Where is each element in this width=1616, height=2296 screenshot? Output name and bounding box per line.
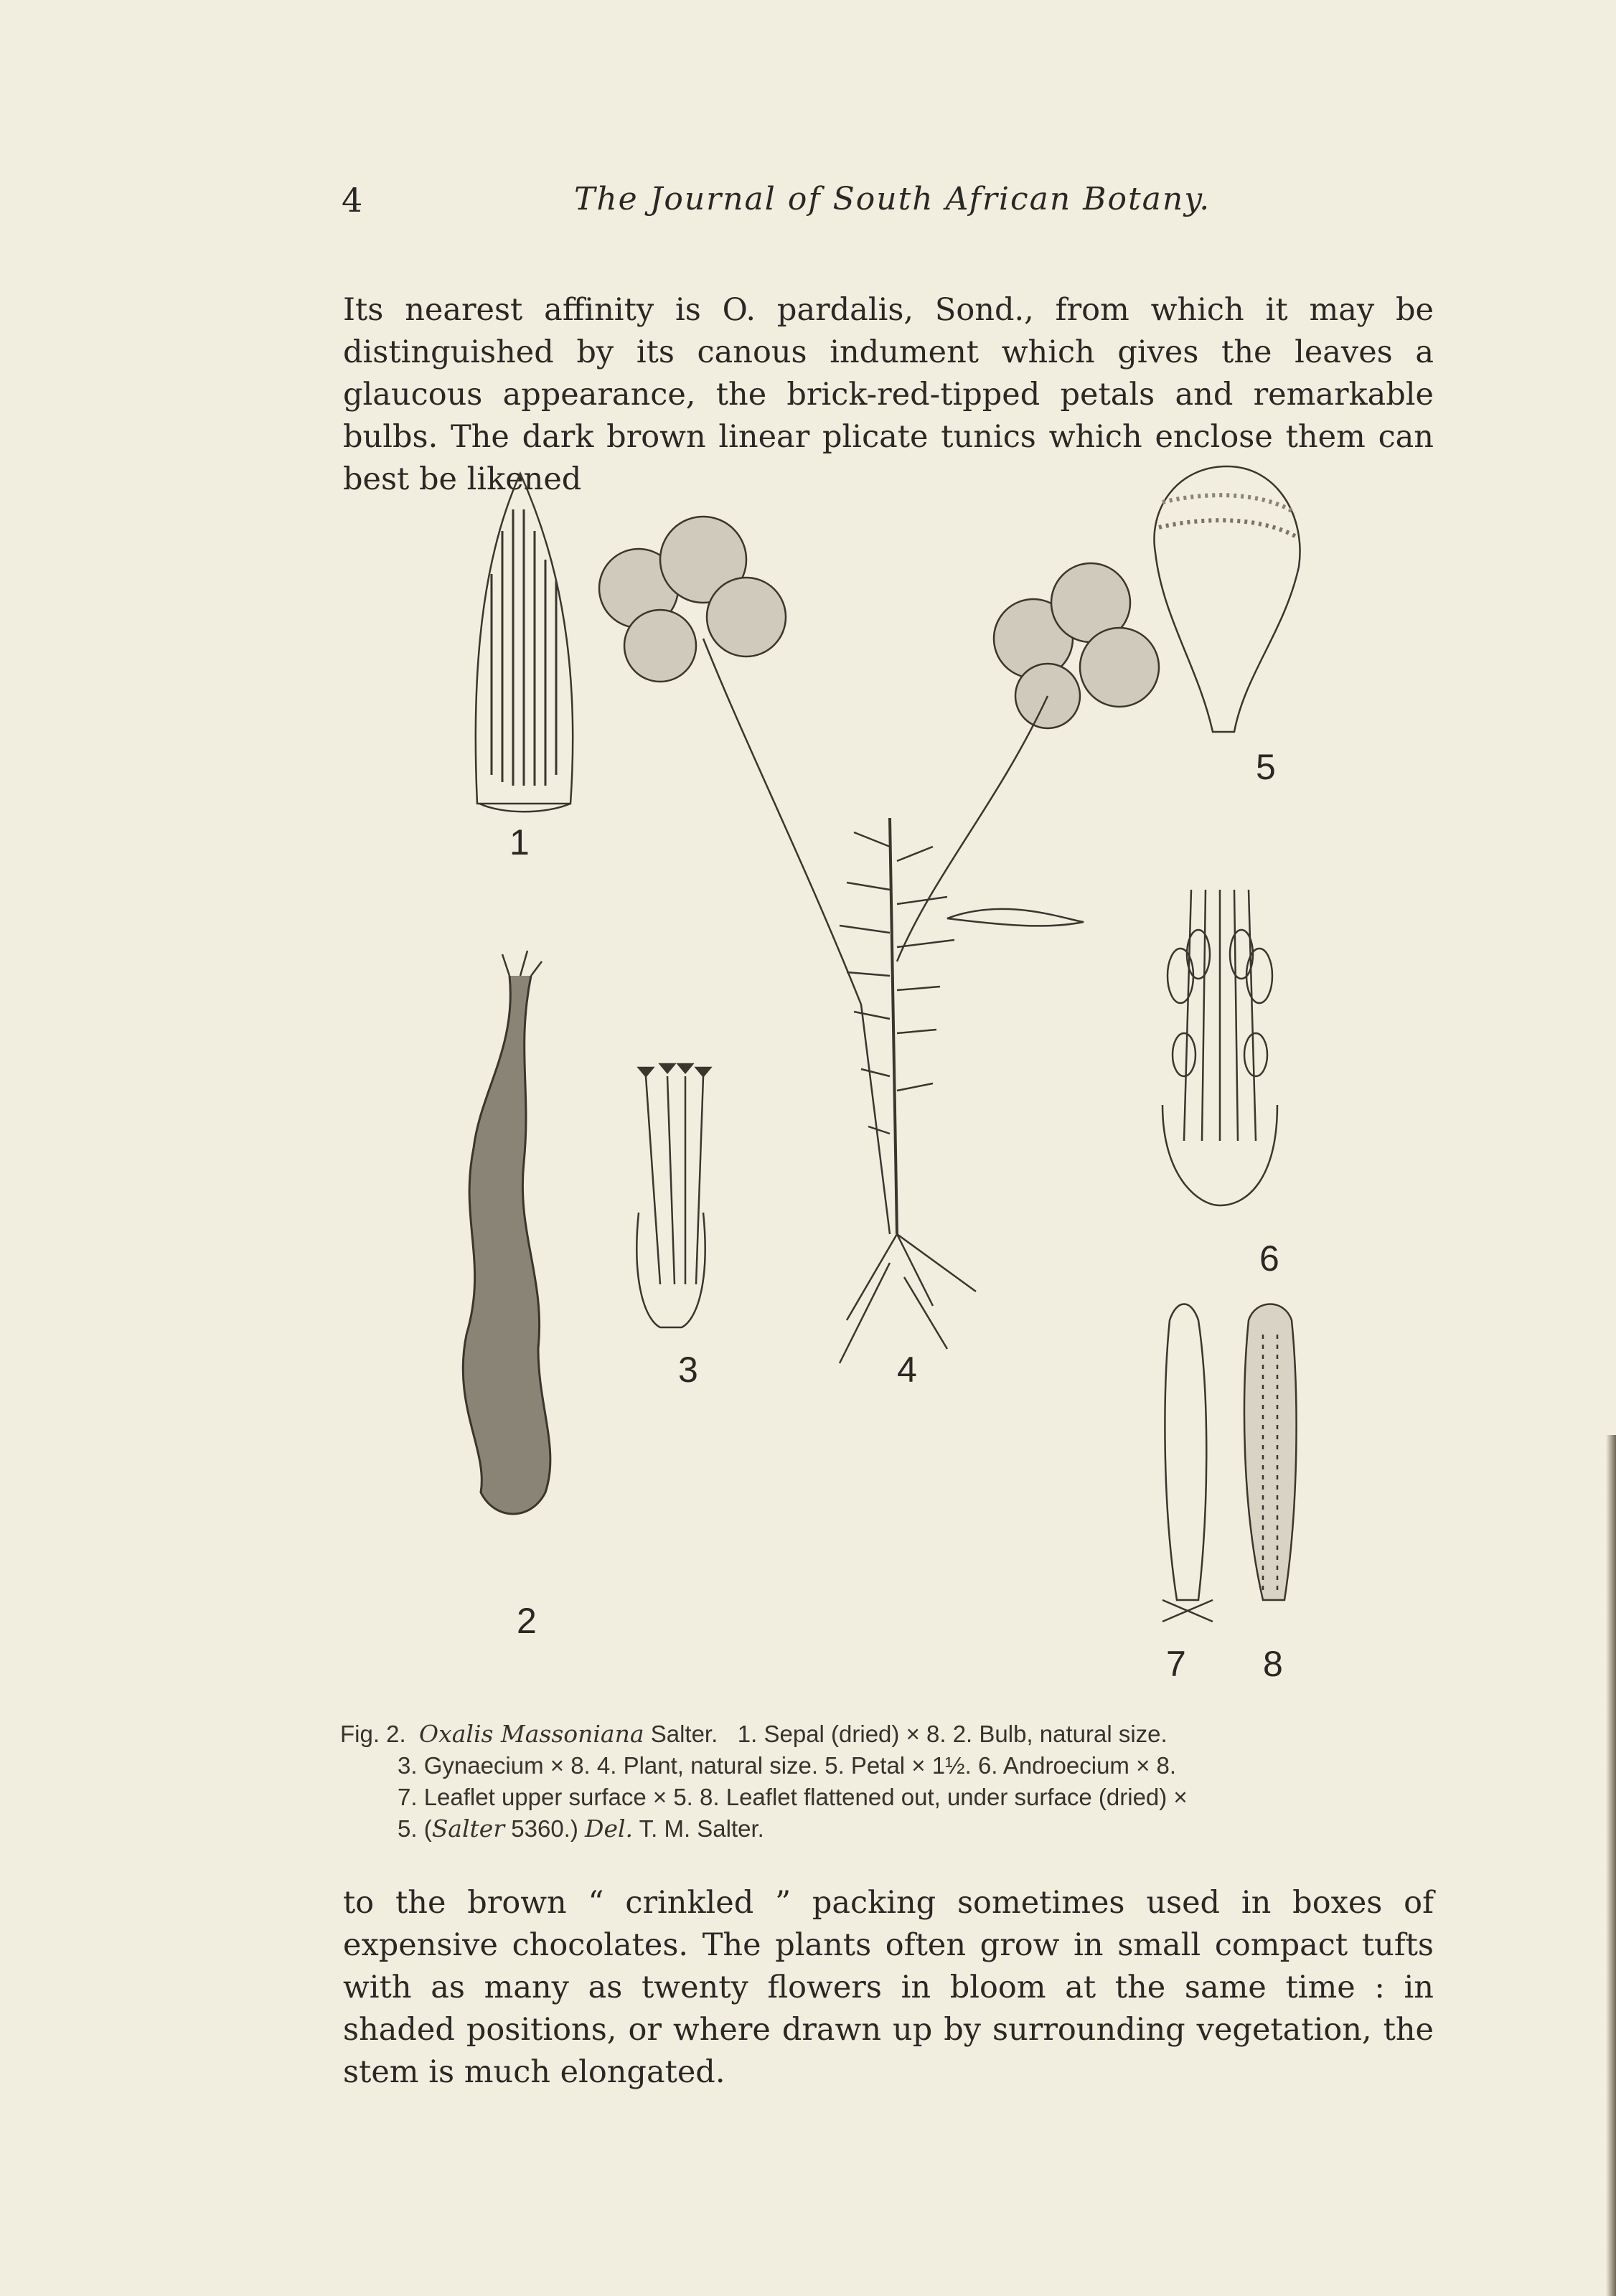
caption-author: Salter. <box>650 1721 718 1747</box>
running-header <box>0 181 1616 231</box>
leaflet-under-drawing <box>1244 1304 1297 1601</box>
caption-fig-number: Fig. 2. <box>340 1721 406 1747</box>
caption-line-2: 3. Gynaecium × 8. 4. Plant, natural size. 5. Petal × 1½. 6. Androecium × 8. <box>398 1752 1177 1779</box>
caption-species: Oxalis Massoniana <box>419 1720 644 1748</box>
caption-line1-rest: 1. Sepal (dried) × 8. 2. Bulb, natural size. <box>737 1721 1168 1747</box>
figure-label-8: 8 <box>1263 1644 1283 1684</box>
caption-line4-a: 5. ( <box>398 1815 432 1842</box>
caption-del: Del. <box>585 1815 634 1843</box>
caption-line-1 <box>340 1718 1431 1750</box>
figure-label-7: 7 <box>1166 1644 1186 1684</box>
figure-label-3: 3 <box>678 1350 698 1390</box>
gynaecium-drawing <box>636 1064 710 1327</box>
figure-caption <box>340 1718 1431 1845</box>
figure-label-6: 6 <box>1259 1238 1279 1279</box>
androecium-drawing <box>1162 890 1277 1205</box>
caption-line-4 <box>340 1813 1431 1845</box>
paragraph-top: Its nearest affinity is O. pardalis, Sond., from which it may be distinguished by its canous indument which gives the leaves a glaucous appearance, the brick-red-tipped petals and remarkable bulbs. The dark brown linear plicate tunics which enclose them can best be likened <box>343 292 1434 497</box>
figure-label-1: 1 <box>509 822 530 862</box>
figure-label-2: 2 <box>517 1601 537 1641</box>
page-number: 4 <box>342 181 363 220</box>
caption-salter: Salter <box>431 1815 505 1843</box>
figure-label-5: 5 <box>1256 747 1276 787</box>
botanical-figure <box>402 459 1406 1693</box>
caption-line4-c: T. M. Salter. <box>633 1815 764 1842</box>
plant-drawing <box>599 517 1159 1363</box>
caption-line-3: 7. Leaflet upper surface × 5. 8. Leaflet flattened out, under surface (dried) × <box>398 1784 1188 1810</box>
page-edge-shadow <box>1606 1435 1616 2296</box>
paragraph-bottom: to the brown “ crinkled ” packing sometimes used in boxes of expensive chocolates. The plants often grow in small compact tufts with as many as twenty flowers in bloom at the same time : in shaded positions, or where drawn up by surrounding vegetation, the stem is much elongated. <box>343 1885 1434 2090</box>
figure-label-4: 4 <box>897 1350 917 1390</box>
sepal-drawing <box>476 474 573 811</box>
figure-illustration <box>402 459 1406 1693</box>
journal-title: The Journal of South African Botany. <box>574 181 1211 217</box>
caption-line4-b: 5360.) <box>504 1815 586 1842</box>
bulb-drawing <box>463 951 550 1514</box>
leaflet-upper-drawing <box>1162 1304 1213 1622</box>
petal-drawing <box>1154 466 1300 732</box>
